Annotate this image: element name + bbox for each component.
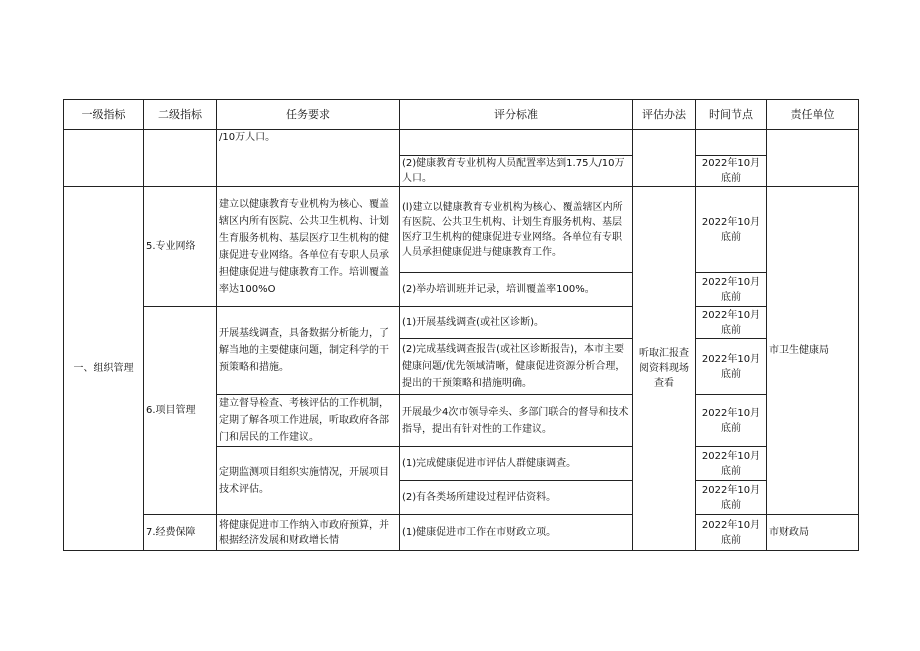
table-row [64, 515, 859, 551]
header-cell: 评估办法 [633, 100, 696, 130]
time-cell: 2022年10月底前 [696, 156, 767, 187]
header-row [64, 100, 859, 130]
level2-cell: 5.专业网络 [144, 187, 217, 307]
standard-cell: (l)建立以健康教育专业机构为核心、覆盖辖区内所有医院、公共卫生机构、计划生育服务机构、基层医疗卫生机构的健康促进专业网络。各单位有专职人员承担健康促进与健康教育工作。 [400, 187, 633, 273]
task-cell: 定期监测项目组织实施情况，开展项目技术评估。 [217, 447, 400, 515]
standard-cell: (2)健康教育专业机构人员配置率达到1.75人/10万人口。 [400, 156, 633, 187]
method-cell-cont [633, 130, 696, 187]
standard-cell: (2)举办培训班并记录，培训覆盖率100%。 [400, 273, 633, 307]
standard-cell: (1)健康促进市工作在市财政立项。 [400, 515, 633, 551]
task-cell: 开展基线调查，具备数据分析能力，了解当地的主要健康问题，制定科学的干预策略和措施。 [217, 307, 400, 395]
method-cell: 听取汇报查阅资料现场查看 [633, 187, 696, 551]
table-row [64, 130, 859, 156]
evaluation-table [63, 99, 859, 551]
time-cell: 2022年10月底前 [696, 395, 767, 447]
time-cell: 2022年10月底前 [696, 273, 767, 307]
level1-cell-cont [64, 130, 144, 187]
header-cell: 责任单位 [767, 100, 859, 130]
header-cell: 二级指标 [144, 100, 217, 130]
time-cell: 2022年10月底前 [696, 187, 767, 273]
level1-cell: 一、组织管理 [64, 187, 144, 551]
header-cell: 时间节点 [696, 100, 767, 130]
standard-cell: (1)完成健康促进市评估人群健康调查。 [400, 447, 633, 481]
table-row [64, 307, 859, 339]
time-cell: 2022年10月底前 [696, 447, 767, 481]
standard-cell: (1)开展基线调查(或社区诊断)。 [400, 307, 633, 339]
level2-cell: 7.经费保障 [144, 515, 217, 551]
unit-cell: 市财政局 [767, 515, 859, 551]
task-cell: 建立以健康教育专业机构为核心、覆盖辖区内所有医院、公共卫生机构、计划生育服务机构、基层医疗卫生机构的健康促进专业网络。各单位有专职人员承担健康促进与健康教育工作。培训覆盖率达100%O [217, 187, 400, 307]
task-cell: /10万人口。 [217, 130, 400, 187]
header-cell: 任务要求 [217, 100, 400, 130]
unit-cell-cont [767, 130, 859, 187]
unit-cell: 市卫生健康局 [767, 187, 859, 515]
level2-cell: 6.项目管理 [144, 307, 217, 515]
standard-cell: (2)有各类场所建设过程评估资料。 [400, 481, 633, 515]
standard-cell: (2)完成基线调查报告(或社区诊断报告)，本市主要健康问题/优先领域清晰，健康促进资源分析合理，提出的干预策略和措施明确。 [400, 339, 633, 395]
task-cell: 将健康促进市工作纳入市政府预算，并根据经济发展和财政增长情 [217, 515, 400, 551]
empty-cell [696, 130, 767, 156]
level2-cell-cont [144, 130, 217, 187]
time-cell: 2022年10月底前 [696, 481, 767, 515]
time-cell: 2022年10月底前 [696, 515, 767, 551]
header-cell: 评分标准 [400, 100, 633, 130]
header-cell: 一级指标 [64, 100, 144, 130]
task-cell: 建立督导检查、考核评估的工作机制，定期了解各项工作进展，听取政府各部门和居民的工作建议。 [217, 395, 400, 447]
table-row [64, 187, 859, 273]
empty-cell [400, 130, 633, 156]
time-cell: 2022年10月底前 [696, 307, 767, 339]
standard-cell: 开展最少4次市领导牵头、多部门联合的督导和技术指导，提出有针对性的工作建议。 [400, 395, 633, 447]
time-cell: 2022年10月底前 [696, 339, 767, 395]
